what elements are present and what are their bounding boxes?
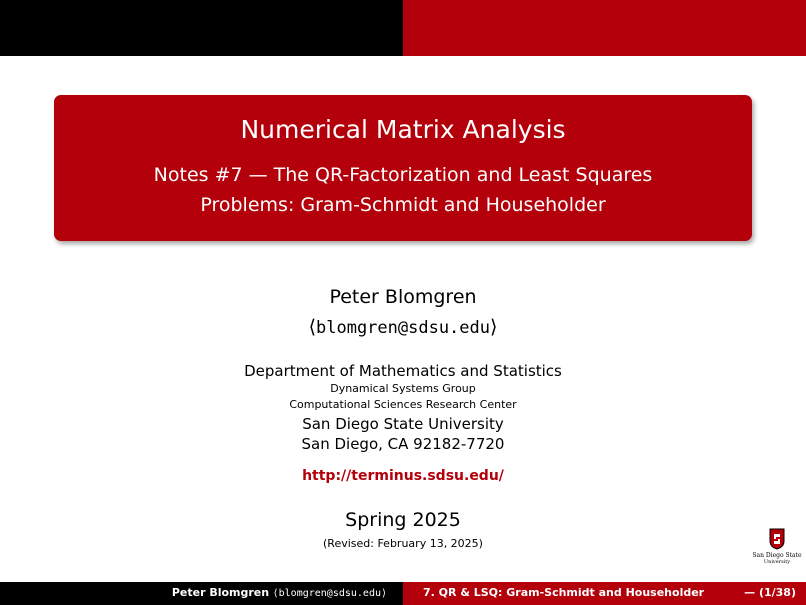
research-center: Computational Sciences Research Center xyxy=(289,398,517,411)
subtitle-line-1: Notes #7 — The QR-Factorization and Least Squares xyxy=(153,164,653,186)
top-banner xyxy=(0,0,806,56)
author-email[interactable] xyxy=(0,314,806,341)
university-logo xyxy=(750,528,804,568)
top-banner-left xyxy=(0,0,403,56)
logo-line-2: University xyxy=(763,559,791,565)
presentation-subtitle xyxy=(54,160,752,220)
revised-date: (Revised: February 13, 2025) xyxy=(323,537,483,550)
top-banner-right xyxy=(403,0,806,56)
website-link[interactable]: http://terminus.sdsu.edu/ xyxy=(302,468,504,484)
footer-email: ⟨blomgren@sdsu.edu⟩ xyxy=(272,588,387,599)
research-group: Dynamical Systems Group xyxy=(330,382,476,395)
email-close-bracket: ⟩ xyxy=(490,316,498,338)
footer-author: Peter Blomgren xyxy=(171,586,270,599)
email-open-bracket: ⟨ xyxy=(308,316,316,338)
subtitle-line-2: Problems: Gram-Schmidt and Householder xyxy=(200,194,606,216)
footer-section-title: 7. QR & LSQ: Gram-Schmidt and Householder xyxy=(423,586,705,599)
logo-line-1: San Diego State xyxy=(752,552,802,559)
footer-bar xyxy=(0,582,806,605)
university: San Diego State University xyxy=(302,415,504,433)
footer-right xyxy=(403,582,806,605)
presentation-title: Numerical Matrix Analysis xyxy=(240,115,566,144)
author-name: Peter Blomgren xyxy=(329,286,477,308)
footer-page-number: — (1/38) xyxy=(744,586,796,599)
department: Department of Mathematics and Statistics xyxy=(244,362,562,380)
address: San Diego, CA 92182-7720 xyxy=(301,435,505,453)
email-address[interactable]: blomgren@sdsu.edu xyxy=(316,318,490,338)
title-box xyxy=(54,95,752,241)
term: Spring 2025 xyxy=(345,509,461,531)
sdsu-shield-icon xyxy=(769,528,785,550)
footer-left xyxy=(0,582,403,605)
